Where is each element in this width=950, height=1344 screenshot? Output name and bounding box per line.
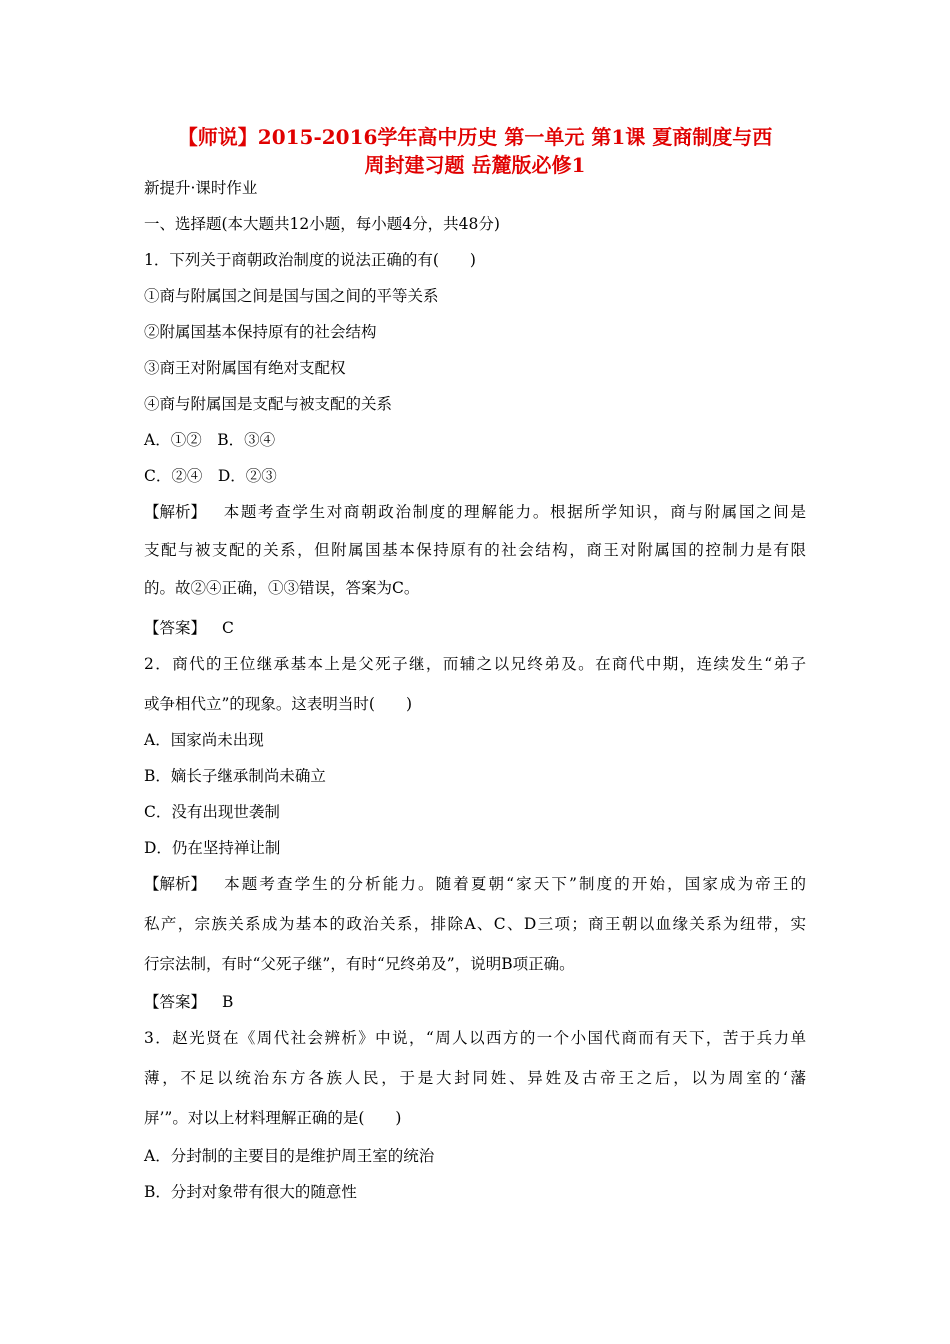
- q1-analysis-line-1: 【解析】 本题考查学生对商朝政治制度的理解能力。根据所学知识，商与附属国之间是: [144, 503, 806, 521]
- q2-answer-value: B: [222, 993, 234, 1011]
- q2-answer: [144, 992, 233, 1012]
- q1-options-cd: C．②④ D．②③: [144, 467, 277, 485]
- analysis-tag: 【解析】: [144, 875, 207, 893]
- q3-stem-line-1: 3．赵光贤在《周代社会辨析》中说，“周人以西方的一个小国代商而有天下，苦于兵力单: [144, 1029, 806, 1047]
- q1-answer-value: C: [222, 619, 234, 637]
- q3-stem-line-2: 薄，不足以统治东方各族人民，于是大封同姓、异姓及古帝王之后，以为周室的‘藩: [144, 1069, 806, 1087]
- q1-statement-2: ②附属国基本保持原有的社会结构: [144, 323, 377, 341]
- q1-options-ab: A．①② B．③④: [144, 431, 276, 449]
- q2-analysis-line-3: 行宗法制，有时“父死子继”，有时“兄终弟及”，说明B项正确。: [144, 955, 575, 973]
- q3-option-a: A．分封制的主要目的是维护周王室的统治: [144, 1147, 435, 1165]
- q1-stem: 1．下列关于商朝政治制度的说法正确的有( ): [144, 251, 476, 269]
- q1-analysis-line-2: 支配与被支配的关系，但附属国基本保持原有的社会结构，商王对附属国的控制力是有限: [144, 541, 806, 559]
- answer-tag: 【答案】: [144, 619, 207, 637]
- q2-option-c: C．没有出现世袭制: [144, 803, 280, 821]
- q1-answer: [144, 618, 234, 638]
- q2-option-a: A．国家尚未出现: [144, 731, 264, 749]
- doc-subtitle: 新提升·课时作业: [144, 179, 258, 197]
- q1-statement-3: ③商王对附属国有绝对支配权: [144, 359, 346, 377]
- q1-analysis-line-3: 的。故②④正确，①③错误，答案为C。: [144, 579, 420, 597]
- q1-statement-4: ④商与附属国是支配与被支配的关系: [144, 395, 393, 413]
- q2-analysis-line-1: 【解析】 本题考查学生的分析能力。随着夏朝“家天下”制度的开始，国家成为帝王的: [144, 875, 806, 893]
- doc-title-line2: 周封建习题 岳麓版必修1: [364, 153, 586, 177]
- q2-stem-line-2: 或争相代立”的现象。这表明当时( ): [144, 695, 413, 713]
- analysis-tag: 【解析】: [144, 503, 207, 521]
- q2-option-b: B．嫡长子继承制尚未确立: [144, 767, 326, 785]
- doc-title-line1: 【师说】2015-2016学年高中历史 第一单元 第1课 夏商制度与西: [177, 125, 773, 149]
- q3-option-b: B．分封对象带有很大的随意性: [144, 1183, 357, 1201]
- q3-stem-line-3: 屏’”。对以上材料理解正确的是( ): [144, 1109, 402, 1127]
- q2-option-d: D．仍在坚持禅让制: [144, 839, 281, 857]
- section-heading: 一、选择题(本大题共12小题，每小题4分，共48分): [144, 215, 500, 233]
- answer-tag: 【答案】: [144, 993, 207, 1011]
- q1-analysis: [144, 502, 806, 522]
- q1-statement-1: ①商与附属国之间是国与国之间的平等关系: [144, 287, 439, 305]
- q2-stem-line-1: 2．商代的王位继承基本上是父死子继，而辅之以兄终弟及。在商代中期，连续发生“弟子: [144, 655, 806, 673]
- q2-analysis-line-2: 私产，宗族关系成为基本的政治关系，排除A、C、D三项；商王朝以血缘关系为纽带，实: [144, 915, 806, 933]
